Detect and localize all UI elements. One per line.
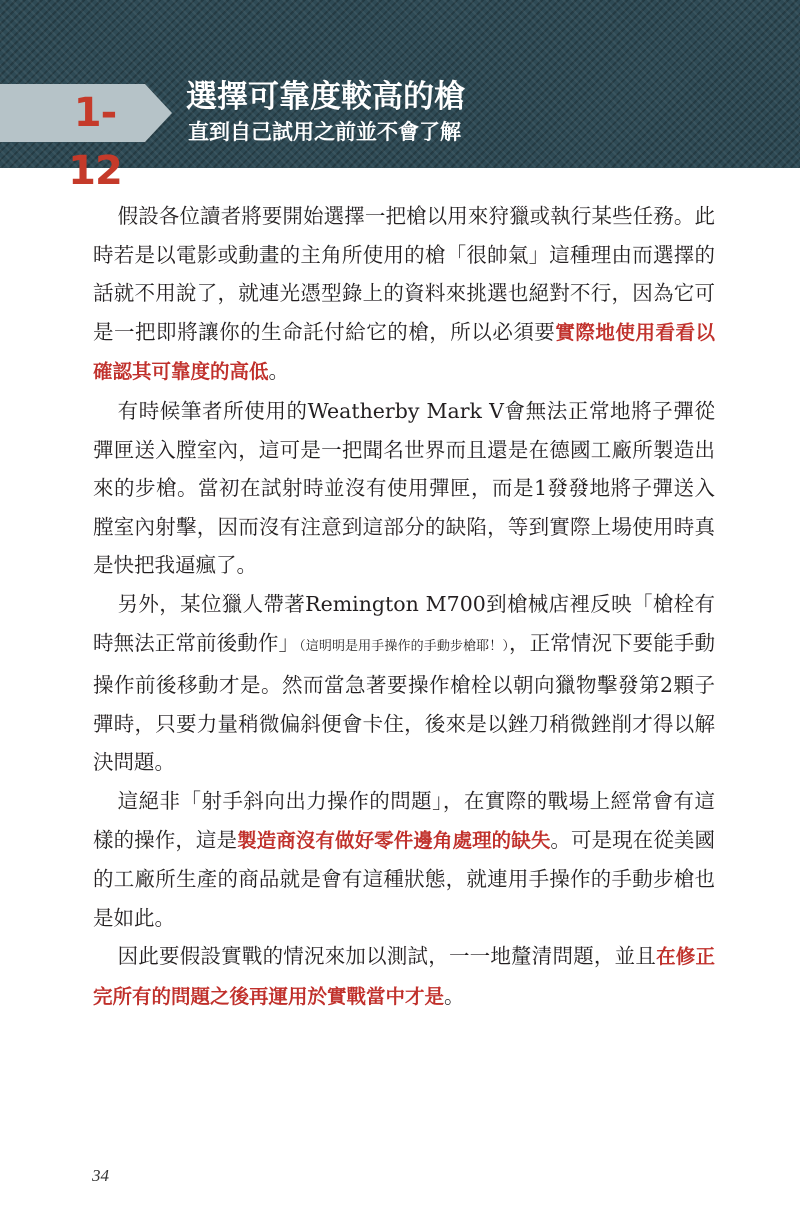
chapter-header bbox=[0, 0, 800, 194]
text-segment: 另外，某位獵人帶著Remington M700到槍械店裡反映「槍栓有時無法正常前後動作」 bbox=[93, 591, 715, 655]
text-segment: 這絕非「射手斜向出力操作的問題」，在實際的戰場上經常會有這樣的操作，這是 bbox=[93, 788, 715, 852]
aside-text: （這明明是用手操作的手動步槍耶！） bbox=[299, 638, 509, 654]
paragraph bbox=[93, 392, 715, 585]
text-segment: 有時候筆者所使用的Weatherby Mark V會無法正常地將子彈從彈匣送入膛室內，這可是一把聞名世界而且還是在德國工廠所製造出來的步槍。當初在試射時並沒有使用彈匣，而是1發發地將子彈送入膛室內射擊，因而沒有注意到這部分的缺陷，等到實際上場使用時真是快把我逼瘋了。 bbox=[93, 398, 715, 578]
text-segment: 。可是現在從美國的工廠所生產的商品就是會有這種狀態，就連用手操作的手動步槍也是如此。 bbox=[93, 827, 716, 930]
text-segment: 。 bbox=[444, 983, 465, 1008]
text-segment: ，正常情況下要能手動操作前後移動才是。然而當急著要操作槍栓以朝向獵物擊發第2顆子彈時，只要力量稍微偏斜便會卡住，後來是以銼刀稍微銼削才得以解決問題。 bbox=[93, 630, 715, 775]
text-segment: 。 bbox=[268, 359, 290, 384]
paragraph bbox=[93, 197, 715, 392]
paragraph bbox=[93, 937, 715, 1016]
body-text bbox=[93, 197, 715, 1016]
section-title: 選擇可靠度較高的槍 bbox=[186, 79, 465, 115]
text-segment: 假設各位讀者將要開始選擇一把槍以用來狩獵或執行某些任務。此時若是以電影或動畫的主角所使用的槍「很帥氣」這種理由而選擇的話就不用說了，就連光憑型錄上的資料來挑選也絕對不行，因為它可是一把即將讓你的生命託付給它的槍，所以必須要 bbox=[93, 204, 715, 344]
paragraph bbox=[93, 782, 715, 937]
text-segment: 因此要假設實戰的情況來加以測試，一一地釐清問題，並且 bbox=[117, 944, 657, 969]
highlight-text: 實際地使用看看以確認其可靠度的高低 bbox=[93, 320, 715, 384]
page-number: 34 bbox=[92, 1166, 109, 1185]
highlight-text: 製造商沒有做好零件邊角處理的缺失 bbox=[237, 828, 551, 852]
paragraph bbox=[93, 585, 715, 782]
chapter-number: 1-12 bbox=[68, 90, 122, 194]
section-subtitle: 直到自己試用之前並不會了解 bbox=[188, 120, 461, 144]
highlight-text: 在修正完所有的問題之後再運用於實戰當中才是 bbox=[93, 945, 715, 1008]
